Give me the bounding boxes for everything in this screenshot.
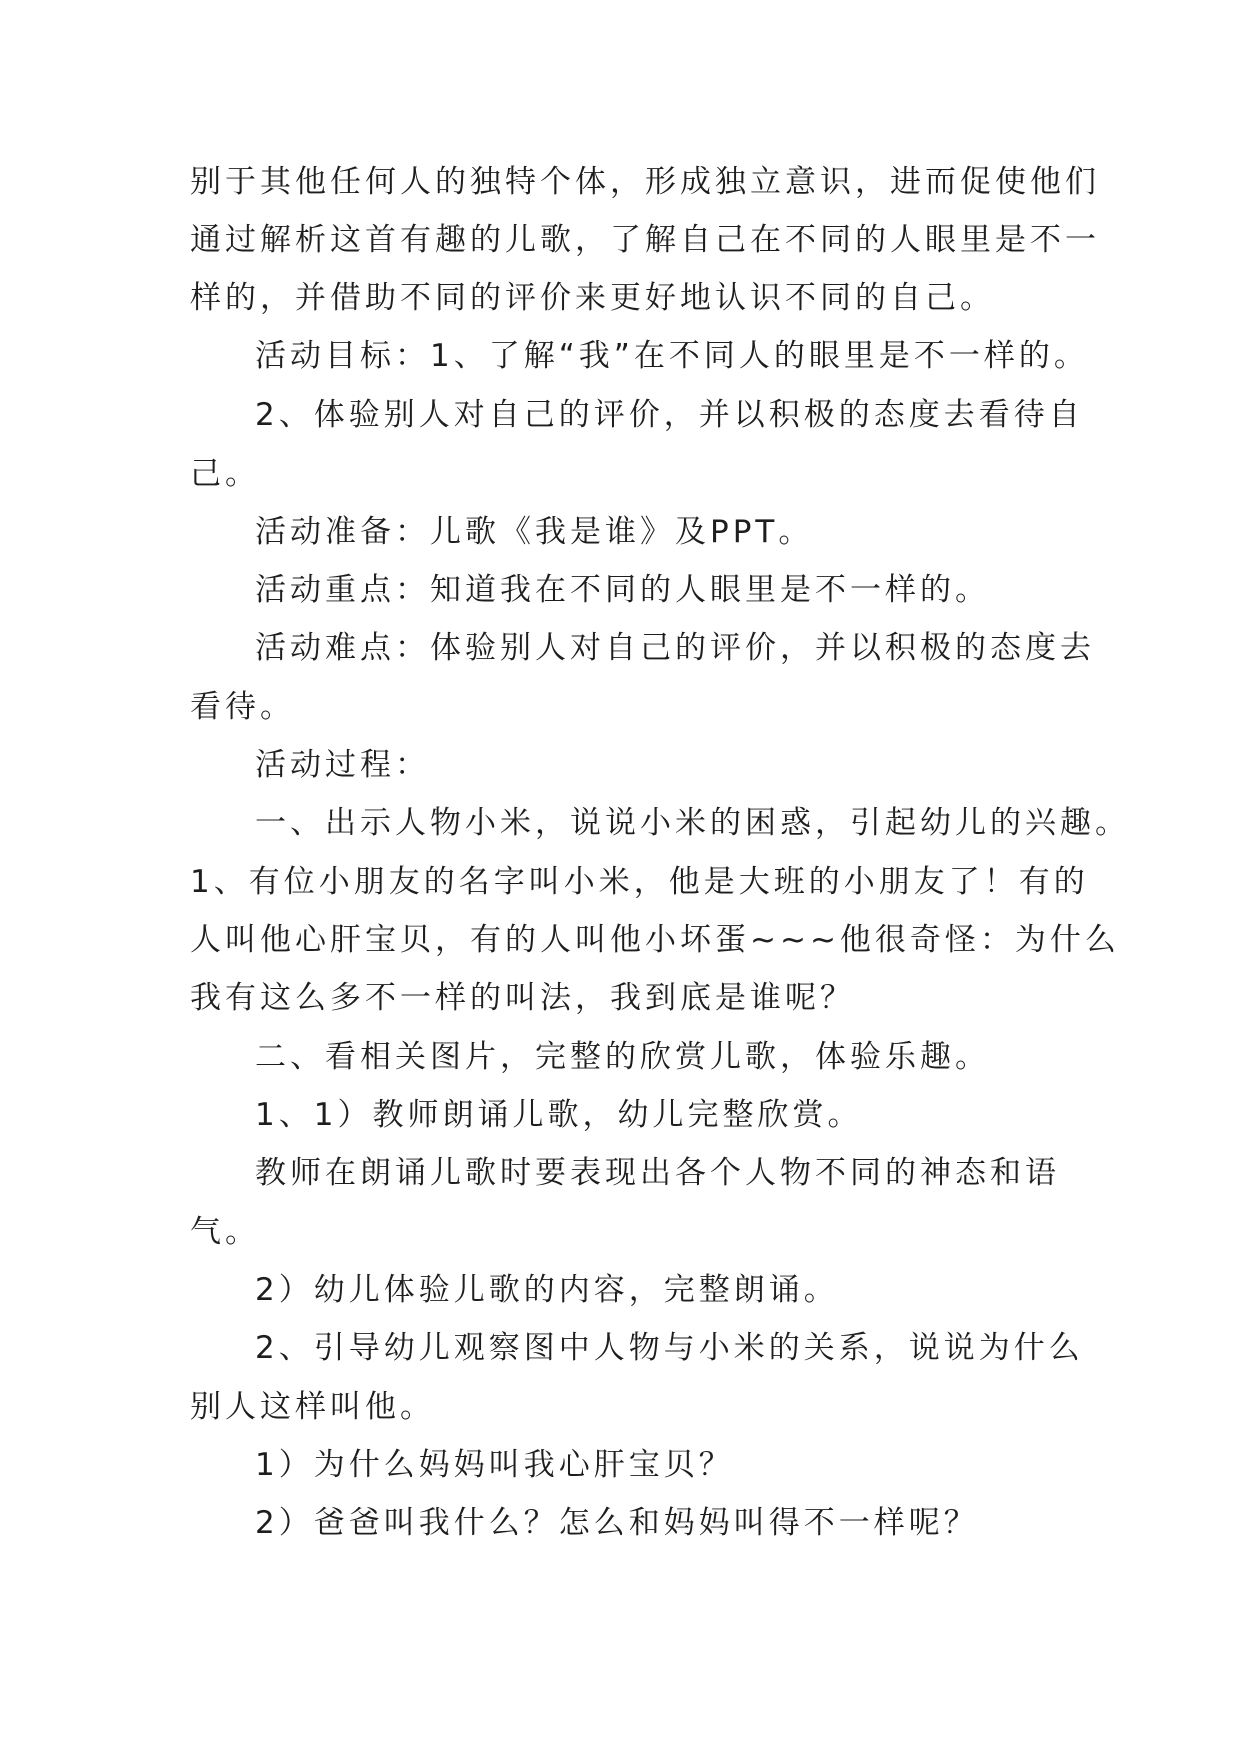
text-line: 别于其他任何人的独特个体，形成独立意识，进而促使他们 xyxy=(190,164,1100,200)
text-line: 活动准备：儿歌《我是谁》及PPT。 xyxy=(255,514,814,550)
text-line: 2）幼儿体验儿歌的内容，完整朗诵。 xyxy=(255,1272,839,1308)
text-line: 活动重点：知道我在不同的人眼里是不一样的。 xyxy=(255,572,990,608)
text-line: 一、出示人物小米，说说小米的困惑，引起幼儿的兴趣。 xyxy=(255,805,1130,841)
text-line: 活动难点：体验别人对自己的评价，并以积极的态度去 xyxy=(255,630,1095,666)
text-line: 别人这样叫他。 xyxy=(190,1389,435,1425)
text-line: 2、引导幼儿观察图中人物与小米的关系，说说为什么 xyxy=(255,1330,1084,1366)
text-line: 气。 xyxy=(190,1214,260,1250)
text-line: 1）为什么妈妈叫我心肝宝贝？ xyxy=(255,1447,734,1483)
text-line: 2）爸爸叫我什么？怎么和妈妈叫得不一样呢？ xyxy=(255,1505,979,1541)
text-line: 人叫他心肝宝贝，有的人叫他小坏蛋~~~他很奇怪：为什么 xyxy=(190,922,1120,958)
text-line: 看待。 xyxy=(190,689,295,725)
text-line: 教师在朗诵儿歌时要表现出各个人物不同的神态和语 xyxy=(255,1155,1060,1191)
text-line: 1、1）教师朗诵儿歌，幼儿完整欣赏。 xyxy=(255,1097,863,1133)
text-line: 己。 xyxy=(190,456,260,492)
text-line: 活动目标：1、了解“我”在不同人的眼里是不一样的。 xyxy=(255,338,1089,374)
text-line: 通过解析这首有趣的儿歌，了解自己在不同的人眼里是不一 xyxy=(190,222,1100,258)
text-line: 样的，并借助不同的评价来更好地认识不同的自己。 xyxy=(190,280,995,316)
text-line: 我有这么多不一样的叫法，我到底是谁呢？ xyxy=(190,980,855,1016)
text-line: 二、看相关图片，完整的欣赏儿歌，体验乐趣。 xyxy=(255,1039,990,1075)
text-line: 2、体验别人对自己的评价，并以积极的态度去看待自 xyxy=(255,397,1084,433)
text-line: 活动过程： xyxy=(255,747,430,783)
text-line: 1、有位小朋友的名字叫小米，他是大班的小朋友了！有的 xyxy=(190,864,1089,900)
